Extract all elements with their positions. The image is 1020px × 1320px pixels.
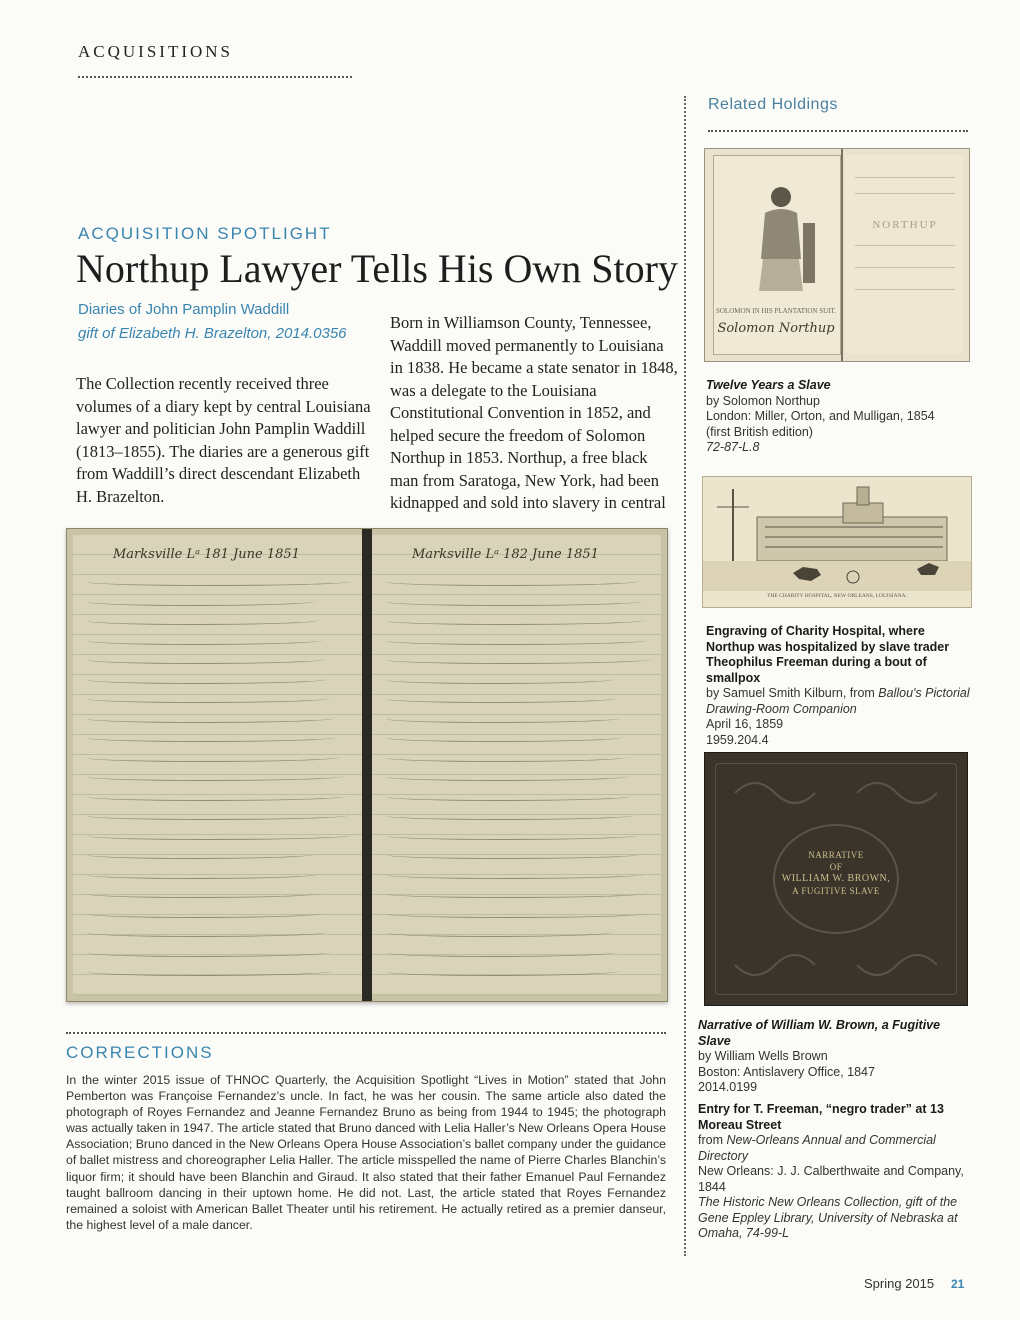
- diary-right-page: [372, 535, 661, 995]
- corrections-text: In the winter 2015 issue of THNOC Quarterly, the Acquisition Spotlight “Lives in Motion” stated that John Pemberton was Françoise Fernandez’s uncle. In fact, he was her cousin. The same article also dated the photograph of Royes Fernandez and Jeanne Fernandez Bruno as being from 1944 to 1945; the photograph was actually taken in 1947. The article stated that Bruno danced with Lelia Haller’s New Orleans Opera House Association; Bruno danced in the New Orleans Opera House Association’s ballet company under the guidance of ballet mistress and choreographer Lelia Haller. The article misspelled the name of Pierre Charles Blanchin’s liquor firm; it should have been Blanchin and Giraud. It also stated that their father Emanuel Paul Fernandez taught ballroom dancing in their uptown home. He did not. Last, the article stated that Royes Fernandez remained a soloist with American Ballet Theater until his retirement. He actually retired as a premier danseur, the highest level of a male dancer.: [66, 1073, 666, 1232]
- caption-freeman-entry: [698, 1102, 968, 1242]
- section-header-divider: [78, 76, 352, 78]
- handwriting-line: [87, 597, 317, 606]
- cover-title: [765, 849, 907, 897]
- caption-line: Boston: Antislavery Office, 1847: [698, 1064, 875, 1079]
- handwriting-line: [87, 909, 325, 918]
- handwriting-line: [386, 928, 614, 937]
- handwriting-line: [87, 772, 344, 781]
- caption-source: New-Orleans Annual and Commercial Directory: [698, 1133, 936, 1163]
- caption-line: by Solomon Northup: [706, 393, 820, 408]
- caption-twelve-years: [706, 378, 968, 456]
- handwriting-line: [386, 694, 618, 703]
- cover-line: NARRATIVE: [808, 850, 864, 860]
- caption-charity-hospital: [706, 624, 970, 748]
- corrections-title: CORRECTIONS: [66, 1043, 214, 1062]
- handwriting-line: [87, 928, 328, 937]
- article-kicker: ACQUISITION SPOTLIGHT: [78, 224, 332, 243]
- caption-title: Engraving of Charity Hospital, where Northup was hospitalized by slave trader Theophilus Freeman during a bout of smallpox: [706, 624, 950, 685]
- handwriting-line: [386, 577, 640, 586]
- handwriting-line: [87, 733, 338, 742]
- handwriting-line: [386, 850, 642, 859]
- handwriting-line: [87, 694, 332, 703]
- related-holdings-title: Related Holdings: [708, 96, 838, 113]
- plate-caption: SOLOMON IN HIS PLANTATION SUIT.: [715, 307, 837, 315]
- engraving-caption: THE CHARITY HOSPITAL, NEW ORLEANS, LOUISIANA.: [767, 593, 907, 599]
- article-column-1: The Collection recently received three volumes of a diary kept by central Louisiana lawyer and politician John Pamplin Waddill (1813–1855). The diaries are a generous gift from Waddill’s direct descendant Elizabeth H. Brazelton.: [76, 374, 371, 506]
- caption-line: New Orleans: J. J. Calberthwaite and Company, 1844: [698, 1164, 964, 1194]
- caption-from: from: [698, 1133, 723, 1147]
- handwriting-line: [386, 636, 649, 645]
- handwriting-line: [87, 831, 353, 840]
- column-divider: [684, 96, 686, 1256]
- handwriting-line: [386, 870, 645, 879]
- handwriting-line: [386, 772, 630, 781]
- caption-date: April 16, 1859: [706, 717, 784, 731]
- handwriting-line: [386, 792, 633, 801]
- caption-source: Ballou's Pictorial Drawing-Room Companion: [706, 686, 970, 716]
- handwriting-line: [87, 655, 326, 664]
- charity-hospital-engraving: [702, 476, 972, 608]
- handwriting-line: [87, 889, 322, 898]
- handwriting-line: [386, 714, 621, 723]
- caption-title-suffix: , a Fugitive Slave: [698, 1018, 941, 1048]
- handwriting-line: [87, 636, 323, 645]
- page-number: 21: [951, 1277, 965, 1291]
- handwriting-line: [87, 577, 354, 586]
- caption-line: by William Wells Brown: [698, 1049, 828, 1063]
- caption-credit: The Historic New Orleans Collection, gift of the Gene Eppley Library, University of Nebraska at Omaha, 74-99-L: [698, 1195, 958, 1240]
- section-header: ACQUISITIONS: [78, 42, 233, 61]
- caption-accession: 1959.204.4: [706, 732, 769, 747]
- handwriting-line: [87, 850, 316, 859]
- caption-title-name: William W. Brown: [770, 1018, 875, 1032]
- handwriting-line: [386, 909, 651, 918]
- diary-left-page: [73, 535, 362, 995]
- handwriting-line: [87, 792, 347, 801]
- handwriting-line: [87, 811, 350, 820]
- article-title: Northup Lawyer Tells His Own Story: [76, 246, 678, 291]
- handwriting-line: [386, 811, 636, 820]
- handwriting-line: [386, 831, 639, 840]
- handwriting-line: [87, 948, 331, 957]
- caption-william-brown: [698, 1018, 970, 1096]
- diary-photo: [66, 528, 668, 1002]
- article-column-2: Born in Williamson County, Tennessee, Waddill moved permanently to Louisiana in 1838. He became a state senator in 1848, was a delegate to the Louisiana Constitutional Convention in 1852, and helped secure the freedom of Solomon Northup in 1853. Northup, a free black man from Saratoga, New York, had been kidnapped and sold into slavery in central: [390, 313, 678, 512]
- handwriting-line: [386, 753, 627, 762]
- handwriting-line: [87, 753, 341, 762]
- caption-title: Entry for T. Freeman, “negro trader” at 13 Moreau Street: [698, 1102, 944, 1132]
- twelve-years-a-slave-image: [704, 148, 970, 362]
- handwriting-line: [87, 616, 320, 625]
- handwriting-line: [87, 714, 335, 723]
- title-page-word: NORTHUP: [872, 219, 938, 231]
- william-brown-book-cover: [704, 752, 968, 1006]
- caption-accession: 2014.0199: [698, 1080, 758, 1094]
- handwriting-line: [87, 675, 329, 684]
- handwriting-line: [386, 733, 624, 742]
- cover-line: OF: [829, 862, 843, 872]
- article-subtitle: Diaries of John Pamplin Waddill: [78, 301, 290, 318]
- handwriting-line: [87, 967, 334, 976]
- footer-season: Spring 2015: [864, 1276, 935, 1291]
- corrections-divider: [66, 1032, 666, 1034]
- related-holdings-divider: [708, 130, 968, 132]
- handwriting-line: [386, 675, 615, 684]
- handwriting-line: [386, 616, 646, 625]
- handwriting-line: [87, 870, 319, 879]
- caption-line: London: Miller, Orton, and Mulligan, 1854: [706, 409, 935, 423]
- handwriting-line: [386, 967, 620, 976]
- caption-title: Narrative of: [698, 1018, 768, 1032]
- caption-accession: 72-87-L.8: [706, 440, 760, 454]
- handwriting-line: [386, 597, 643, 606]
- plate-signature: Solomon Northup: [717, 321, 835, 336]
- diary-spine: [362, 529, 372, 1001]
- cover-line: A FUGITIVE SLAVE: [792, 886, 880, 896]
- cover-line: WILLIAM W. BROWN,: [781, 873, 891, 884]
- article-gift-credit: gift of Elizabeth H. Brazelton, 2014.0356: [78, 325, 347, 342]
- handwriting-line: [386, 889, 648, 898]
- caption-title: Twelve Years a Slave: [706, 378, 831, 392]
- handwriting-line: [386, 655, 652, 664]
- handwriting-line: [386, 948, 617, 957]
- diary-right-header: Marksville Lᵃ 182 June 1851: [412, 547, 599, 562]
- diary-left-header: Marksville Lᵃ 181 June 1851: [113, 547, 300, 562]
- caption-byline: by Samuel Smith Kilburn, from: [706, 686, 875, 700]
- caption-line: (first British edition): [706, 424, 813, 439]
